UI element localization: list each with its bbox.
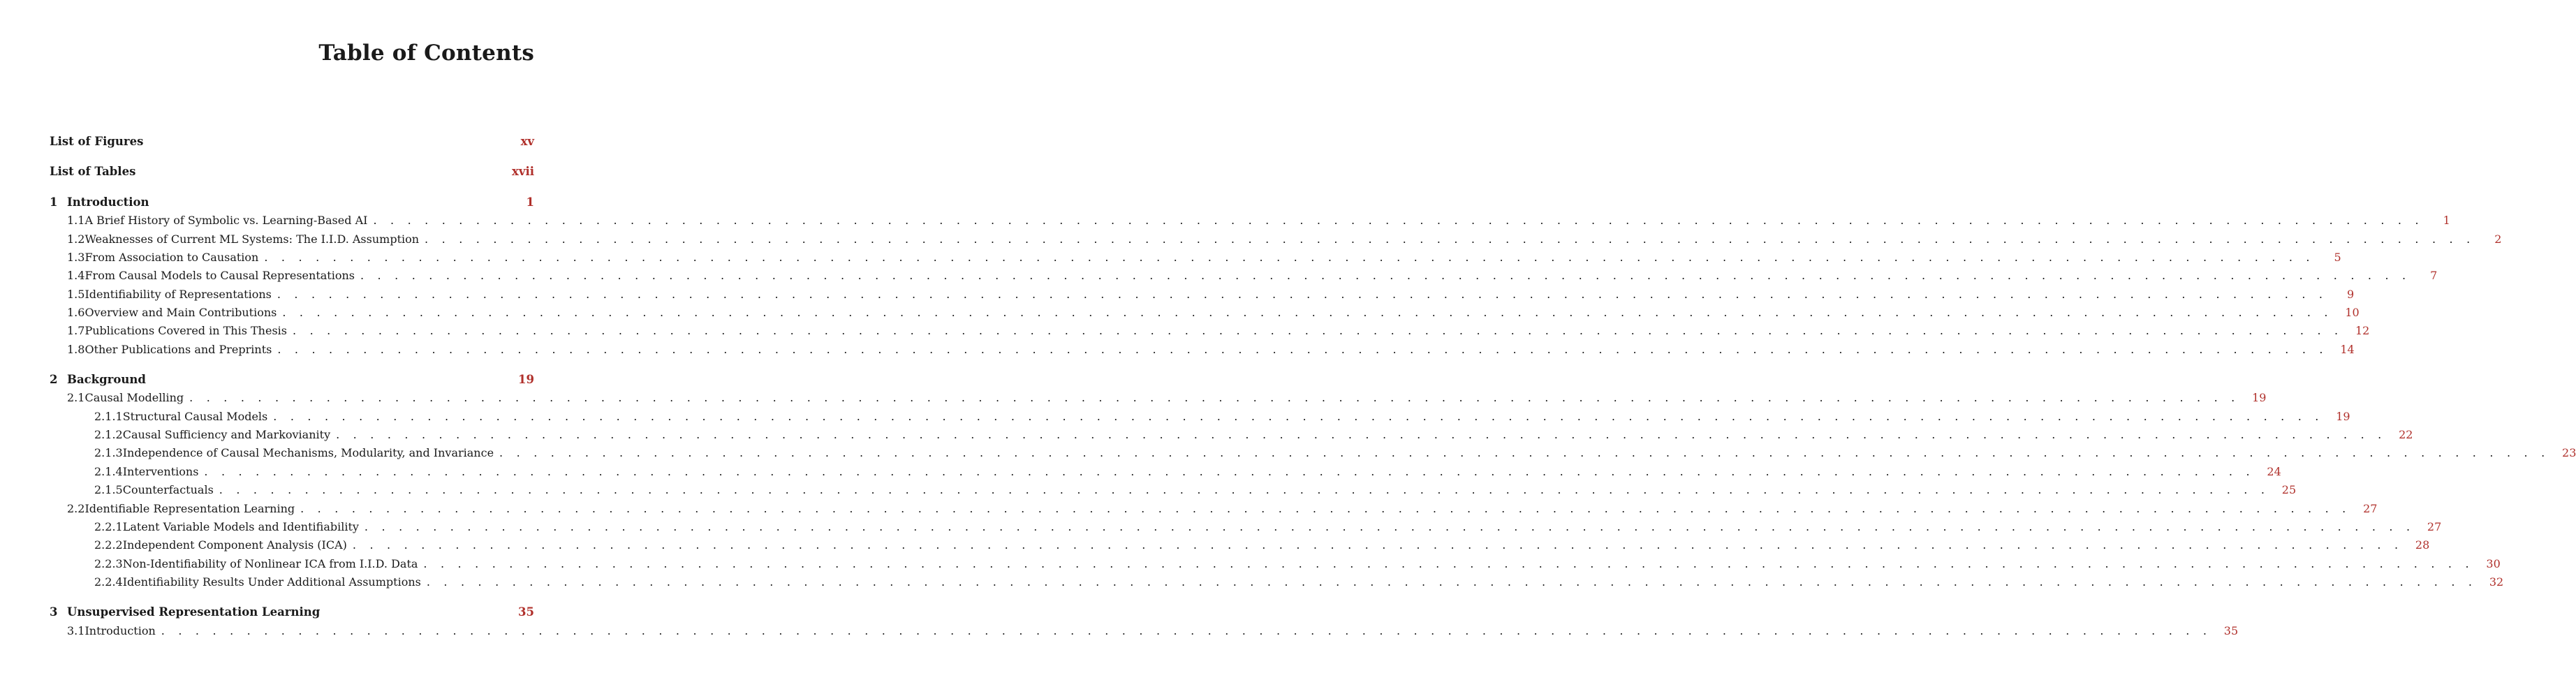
toc-entry-label: From Causal Models to Causal Representations xyxy=(84,269,355,282)
toc-entry-number: 1.1 xyxy=(67,214,85,227)
toc-entry-label: List of Figures xyxy=(50,135,144,148)
toc-entry-label: Independence of Causal Mechanisms, Modularity, and Invariance xyxy=(122,446,494,459)
toc-entry-label: Structural Causal Models xyxy=(122,410,268,423)
toc-page-number[interactable]: 23 xyxy=(2562,446,2576,459)
toc-entry-subsection[interactable] xyxy=(94,427,2413,443)
toc-entry-number: 1.5 xyxy=(67,288,85,301)
toc-entry-number: 1 xyxy=(50,195,58,209)
toc-entry-number: 3 xyxy=(50,605,58,619)
toc-page-number[interactable]: 10 xyxy=(2345,306,2360,319)
toc-entry-front[interactable] xyxy=(50,164,534,179)
toc-entry-label: Background xyxy=(67,373,146,386)
toc-dot-leader: . . . . . . . . . . . . . . . . . . . . . . . . . . . . . . . . . . . . . . . . . . . . . . . . . . . . . . . . . . . . . . . . . . . . . . . . . . . . . . . . . . . . . . . . . . . . . . . . . . . . . . . . . . . . . . . . . . . . . . . . xyxy=(364,520,2415,533)
toc-entry-subsection[interactable] xyxy=(94,538,2430,553)
toc-dot-leader: . . . . . . . . . . . . . . . . . . . . . . . . . . . . . . . . . . . . . . . . . . . . . . . . . . . . . . . . . . . . . . . . . . . . . . . . . . . . . . . . . . . . . . . . . . . . . . . . . . . . . . . . . . . . . . . . . . . . . . . . xyxy=(426,575,2478,589)
toc-page-number[interactable]: 2 xyxy=(2494,232,2502,246)
toc-entry-label: Non-Identifiability of Nonlinear ICA from I.I.D. Data xyxy=(122,557,418,570)
toc-entry-number: 2.1.5 xyxy=(94,483,123,496)
toc-entry-number: 2.2.2 xyxy=(94,538,123,552)
toc-entry-number: 2.1.2 xyxy=(94,428,123,441)
toc-entry-label: List of Tables xyxy=(50,165,136,178)
toc-dot-leader: . . . . . . . . . . . . . . . . . . . . . . . . . . . . . . . . . . . . . . . . . . . . . . . . . . . . . . . . . . . . . . . . . . . . . . . . . . . . . . . . . . . . . . . . . . . . . . . . . . . . . . . . . . . . . . . . . . . . . . . . xyxy=(423,557,2474,570)
toc-entry-front[interactable] xyxy=(50,134,534,149)
toc-entry-section[interactable] xyxy=(67,250,2341,265)
toc-entry-number: 2.1.1 xyxy=(94,410,123,423)
toc-entry-number: 2.2.1 xyxy=(94,520,123,533)
toc-entry-label: Weaknesses of Current ML Systems: The I.I.D. Assumption xyxy=(84,232,420,246)
toc-page-number[interactable]: 19 xyxy=(518,373,534,386)
toc-entry-number: 1.8 xyxy=(67,343,85,356)
toc-entry-section[interactable] xyxy=(67,623,2239,639)
toc-page-number[interactable]: 35 xyxy=(518,605,534,619)
toc-page-number[interactable]: 19 xyxy=(2252,391,2267,404)
toc-page-number[interactable]: 12 xyxy=(2355,324,2370,337)
toc-entry-subsection[interactable] xyxy=(94,464,2281,480)
toc-entry-label: Identifiability Results Under Additional Assumptions xyxy=(122,575,421,589)
toc-entry-number: 3.1 xyxy=(67,624,85,637)
toc-page-number[interactable]: 35 xyxy=(2223,624,2239,637)
toc-page-number[interactable]: 9 xyxy=(2347,288,2355,301)
toc-dot-leader: . . . . . . . . . . . . . . . . . . . . . . . . . . . . . . . . . . . . . . . . . . . . . . . . . . . . . . . . . . . . . . . . . . . . . . . . . . . . . . . . . . . . . . . . . . . . . . . . . . . . . . . . . . . . . . . . . . . . . . . . xyxy=(277,343,2328,356)
toc-entry-subsection[interactable] xyxy=(94,556,2501,572)
toc-entry-number: 2.1 xyxy=(67,391,85,404)
toc-entry-number: 1.7 xyxy=(67,324,85,337)
toc-page-number[interactable]: 32 xyxy=(2489,575,2504,589)
toc-dot-leader: . . . . . . . . . . . . . . . . . . . . . . . . . . . . . . . . . . . . . . . . . . . . . . . . . . . . . . . . . . . . . . . . . . . . . . . . . . . . . . . . . . . . . . . . . . . . . . . . . . . . . . . . . . . . . . . . . . . . . . . . xyxy=(336,428,2387,441)
toc-page-number[interactable]: xv xyxy=(520,135,534,148)
toc-dot-leader: . . . . . . . . . . . . . . . . . . . . . . . . . . . . . . . . . . . . . . . . . . . . . . . . . . . . . . . . . . . . . . . . . . . . . . . . . . . . . . . . . . . . . . . . . . . . . . . . . . . . . . . . . . . . . . . . . . . . . . . . xyxy=(189,391,2240,404)
toc-dot-leader: . . . . . . . . . . . . . . . . . . . . . . . . . . . . . . . . . . . . . . . . . . . . . . . . . . . . . . . . . . . . . . . . . . . . . . . . . . . . . . . . . . . . . . . . . . . . . . . . . . . . . . . . . . . . . . . . . . . . . . . . xyxy=(300,502,2351,515)
page-title: Table of Contents xyxy=(318,40,534,66)
toc-entry-chapter[interactable] xyxy=(50,605,534,620)
toc-entry-number: 1.3 xyxy=(67,251,85,264)
toc-page-number[interactable]: 5 xyxy=(2334,251,2341,264)
toc-page-number[interactable]: xvii xyxy=(512,165,534,178)
toc-entry-label: Interventions xyxy=(122,465,199,478)
toc-dot-leader: . . . . . . . . . . . . . . . . . . . . . . . . . . . . . . . . . . . . . . . . . . . . . . . . . . . . . . . . . . . . . . . . . . . . . . . . . . . . . . . . . . . . . . . . . . . . . . . . . . . . . . . . . . . . . . . . . . . . . . . . xyxy=(277,288,2328,301)
toc-page-number[interactable]: 7 xyxy=(2430,269,2438,282)
toc-entry-section[interactable] xyxy=(67,342,2355,357)
toc-entry-section[interactable] xyxy=(67,268,2438,283)
toc-entry-chapter[interactable] xyxy=(50,372,534,387)
toc-page-number[interactable]: 25 xyxy=(2281,483,2297,496)
toc-page-number[interactable]: 19 xyxy=(2336,410,2350,423)
toc-entry-section[interactable] xyxy=(67,213,2450,228)
toc-page-number[interactable]: 22 xyxy=(2399,428,2413,441)
toc-entry-label: Identifiable Representation Learning xyxy=(84,502,295,515)
toc-entry-number: 1.6 xyxy=(67,306,85,319)
toc-entry-number: 1.4 xyxy=(67,269,85,282)
toc-entry-label: Causal Modelling xyxy=(84,391,184,404)
toc-entry-label: Independent Component Analysis (ICA) xyxy=(122,538,347,552)
toc-dot-leader: . . . . . . . . . . . . . . . . . . . . . . . . . . . . . . . . . . . . . . . . . . . . . . . . . . . . . . . . . . . . . . . . . . . . . . . . . . . . . . . . . . . . . . . . . . . . . . . . . . . . . . . . . . . . . . . . . . . . . . . . xyxy=(219,483,2270,496)
toc-entry-label: From Association to Causation xyxy=(84,251,259,264)
toc-page-number[interactable]: 1 xyxy=(526,195,534,209)
toc-page-number[interactable]: 24 xyxy=(2267,465,2281,478)
toc-entry-number: 2.1.4 xyxy=(94,465,123,478)
toc-dot-leader: . . . . . . . . . . . . . . . . . . . . . . . . . . . . . . . . . . . . . . . . . . . . . . . . . . . . . . . . . . . . . . . . . . . . . . . . . . . . . . . . . . . . . . . . . . . . . . . . . . . . . . . . . . . . . . . . . . . . . . . . xyxy=(425,232,2475,246)
toc-entry-label: Counterfactuals xyxy=(122,483,214,496)
toc-page-number[interactable]: 27 xyxy=(2363,502,2378,515)
toc-dot-leader: . . . . . . . . . . . . . . . . . . . . . . . . . . . . . . . . . . . . . . . . . . . . . . . . . . . . . . . . . . . . . . . . . . . . . . . . . . . . . . . . . . . . . . . . . . . . . . . . . . . . . . . . . . . . . . . . . . . . . . . . xyxy=(264,251,2315,264)
toc-entry-label: Other Publications and Preprints xyxy=(84,343,272,356)
toc-entry-label: Identifiability of Representations xyxy=(84,288,272,301)
toc-entry-section[interactable] xyxy=(67,323,2370,339)
toc-entry-label: Overview and Main Contributions xyxy=(84,306,277,319)
toc-entry-number: 1.2 xyxy=(67,232,85,246)
toc-entry-label: Latent Variable Models and Identifiability xyxy=(122,520,359,533)
toc-entry-label: Introduction xyxy=(84,624,156,637)
toc-entry-subsection[interactable] xyxy=(94,519,2442,535)
toc-entry-label: Publications Covered in This Thesis xyxy=(84,324,287,337)
toc-entry-label: Unsupervised Representation Learning xyxy=(67,605,321,619)
toc-entry-label: A Brief History of Symbolic vs. Learning-Based AI xyxy=(84,214,368,227)
toc-entry-section[interactable] xyxy=(67,232,2502,247)
toc-entry-section[interactable] xyxy=(67,390,2267,406)
toc-entry-number: 2.2 xyxy=(67,502,85,515)
toc-page-number[interactable]: 1 xyxy=(2443,214,2450,227)
toc-entry-subsection[interactable] xyxy=(94,482,2297,498)
toc-entry-number: 2.2.4 xyxy=(94,575,123,589)
toc-entry-number: 2.1.3 xyxy=(94,446,123,459)
toc-entry-subsection[interactable] xyxy=(94,575,2504,590)
toc-entry-subsection[interactable] xyxy=(94,409,2350,424)
toc-entry-subsection[interactable] xyxy=(94,445,2576,461)
toc-page-number[interactable]: 28 xyxy=(2415,538,2430,552)
toc-page-number[interactable]: 14 xyxy=(2340,343,2355,356)
toc-dot-leader: . . . . . . . . . . . . . . . . . . . . . . . . . . . . . . . . . . . . . . . . . . . . . . . . . . . . . . . . . . . . . . . . . . . . . . . . . . . . . . . . . . . . . . . . . . . . . . . . . . . . . . . . . . . . . . . . . . . . . . . . xyxy=(352,538,2404,552)
toc-page-number[interactable]: 27 xyxy=(2427,520,2442,533)
toc-entry-label: Introduction xyxy=(67,195,149,209)
toc-dot-leader: . . . . . . . . . . . . . . . . . . . . . . . . . . . . . . . . . . . . . . . . . . . . . . . . . . . . . . . . . . . . . . . . . . . . . . . . . . . . . . . . . . . . . . . . . . . . . . . . . . . . . . . . . . . . . . . . . . . . . . . . xyxy=(293,324,2343,337)
toc-entry-section[interactable] xyxy=(67,287,2355,302)
toc-dot-leader: . . . . . . . . . . . . . . . . . . . . . . . . . . . . . . . . . . . . . . . . . . . . . . . . . . . . . . . . . . . . . . . . . . . . . . . . . . . . . . . . . . . . . . . . . . . . . . . . . . . . . . . . . . . . . . . . . . . . . . . . xyxy=(161,624,2212,637)
toc-dot-leader: . . . . . . . . . . . . . . . . . . . . . . . . . . . . . . . . . . . . . . . . . . . . . . . . . . . . . . . . . . . . . . . . . . . . . . . . . . . . . . . . . . . . . . . . . . . . . . . . . . . . . . . . . . . . . . . . . . . . . . . . xyxy=(499,446,2550,459)
toc-dot-leader: . . . . . . . . . . . . . . . . . . . . . . . . . . . . . . . . . . . . . . . . . . . . . . . . . . . . . . . . . . . . . . . . . . . . . . . . . . . . . . . . . . . . . . . . . . . . . . . . . . . . . . . . . . . . . . . . . . . . . . . . xyxy=(282,306,2333,319)
toc-entry-number: 2 xyxy=(50,373,58,386)
toc-entry-chapter[interactable] xyxy=(50,195,534,210)
toc-dot-leader: . . . . . . . . . . . . . . . . . . . . . . . . . . . . . . . . . . . . . . . . . . . . . . . . . . . . . . . . . . . . . . . . . . . . . . . . . . . . . . . . . . . . . . . . . . . . . . . . . . . . . . . . . . . . . . . . . . . . . . . . xyxy=(273,410,2324,423)
toc-entry-section[interactable] xyxy=(67,305,2360,320)
toc-entry-section[interactable] xyxy=(67,501,2378,517)
toc-dot-leader: . . . . . . . . . . . . . . . . . . . . . . . . . . . . . . . . . . . . . . . . . . . . . . . . . . . . . . . . . . . . . . . . . . . . . . . . . . . . . . . . . . . . . . . . . . . . . . . . . . . . . . . . . . . . . . . . . . . . . . . . xyxy=(204,465,2255,478)
toc-dot-leader: . . . . . . . . . . . . . . . . . . . . . . . . . . . . . . . . . . . . . . . . . . . . . . . . . . . . . . . . . . . . . . . . . . . . . . . . . . . . . . . . . . . . . . . . . . . . . . . . . . . . . . . . . . . . . . . . . . . . . . . . xyxy=(373,214,2424,227)
toc-page-number[interactable]: 30 xyxy=(2486,557,2501,570)
toc-dot-leader: . . . . . . . . . . . . . . . . . . . . . . . . . . . . . . . . . . . . . . . . . . . . . . . . . . . . . . . . . . . . . . . . . . . . . . . . . . . . . . . . . . . . . . . . . . . . . . . . . . . . . . . . . . . . . . . . . . . . . . . . xyxy=(360,269,2411,282)
toc-entry-number: 2.2.3 xyxy=(94,557,123,570)
toc-entry-label: Causal Sufficiency and Markovianity xyxy=(122,428,331,441)
